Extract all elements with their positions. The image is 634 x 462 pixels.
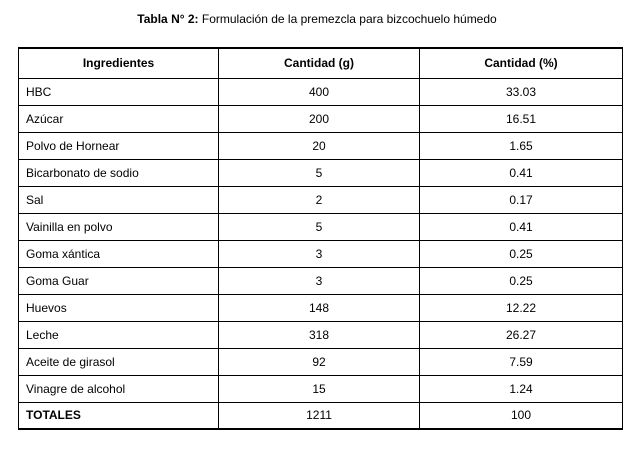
percent-cell: 0.25 [420,240,623,267]
totals-percent: 100 [420,402,623,429]
totals-grams: 1211 [219,402,420,429]
ingredient-cell: Vinagre de alcohol [19,375,219,402]
percent-cell: 16.51 [420,105,623,132]
table-row [19,159,623,186]
percent-cell: 7.59 [420,348,623,375]
table-row [19,186,623,213]
ingredient-cell: Sal [19,186,219,213]
percent-cell: 33.03 [420,78,623,105]
table-row [19,213,623,240]
percent-cell: 0.41 [420,213,623,240]
grams-cell: 15 [219,375,420,402]
header-grams: Cantidad (g) [219,48,420,78]
formulation-table [18,47,623,430]
ingredient-cell: Huevos [19,294,219,321]
grams-cell: 3 [219,240,420,267]
totals-row [19,402,623,429]
grams-cell: 3 [219,267,420,294]
totals-label: TOTALES [19,402,219,429]
percent-cell: 0.17 [420,186,623,213]
grams-cell: 318 [219,321,420,348]
ingredient-cell: Leche [19,321,219,348]
ingredient-cell: Aceite de girasol [19,348,219,375]
percent-cell: 0.41 [420,159,623,186]
percent-cell: 12.22 [420,294,623,321]
percent-cell: 0.25 [420,267,623,294]
table-row [19,348,623,375]
table-row [19,240,623,267]
header-percent: Cantidad (%) [420,48,623,78]
ingredient-cell: Goma xántica [19,240,219,267]
table-row [19,132,623,159]
header-row [19,48,623,78]
grams-cell: 148 [219,294,420,321]
grams-cell: 92 [219,348,420,375]
ingredient-cell: Polvo de Hornear [19,132,219,159]
percent-cell: 1.65 [420,132,623,159]
table-title: Formulación de la premezcla para bizcochuelo húmedo [198,12,497,26]
ingredient-cell: Azúcar [19,105,219,132]
percent-cell: 26.27 [420,321,623,348]
table-row [19,78,623,105]
ingredient-cell: Vainilla en polvo [19,213,219,240]
table-row [19,375,623,402]
table-row [19,321,623,348]
grams-cell: 400 [219,78,420,105]
table-caption [0,11,634,27]
grams-cell: 200 [219,105,420,132]
grams-cell: 2 [219,186,420,213]
ingredient-cell: Bicarbonato de sodio [19,159,219,186]
percent-cell: 1.24 [420,375,623,402]
header-ingredients: Ingredientes [19,48,219,78]
ingredient-cell: HBC [19,78,219,105]
table-row [19,267,623,294]
grams-cell: 5 [219,159,420,186]
grams-cell: 5 [219,213,420,240]
grams-cell: 20 [219,132,420,159]
table-number: Tabla N° 2: [137,12,199,26]
table-row [19,105,623,132]
ingredient-cell: Goma Guar [19,267,219,294]
table-row [19,294,623,321]
